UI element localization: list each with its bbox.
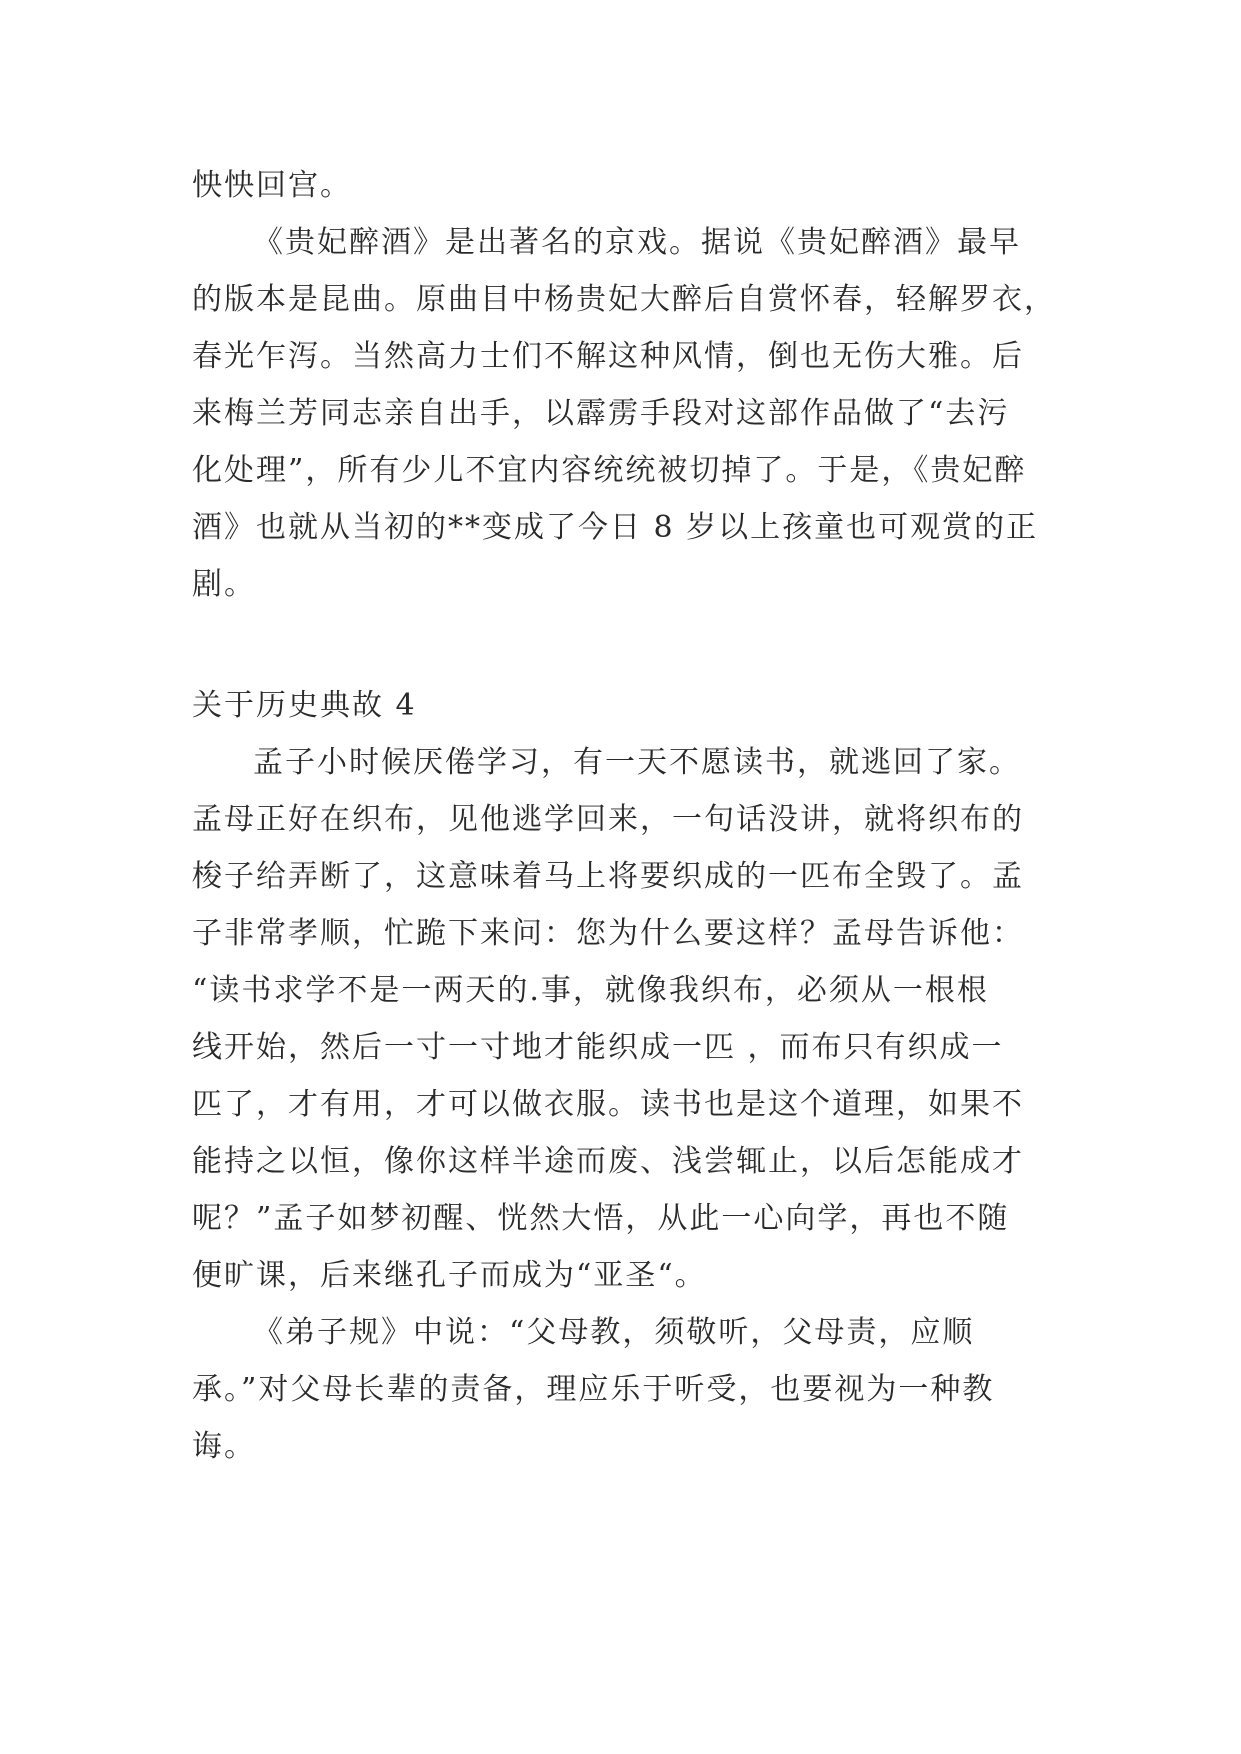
text-line: 化处理”，所有少儿不宜内容统统被切掉了。于是，《贵妃醉 <box>192 453 1027 488</box>
text-line: 诲。 <box>192 1429 256 1464</box>
text-line: 匹了，才有用，才可以做衣服。读书也是这个道理，如果不 <box>192 1087 1024 1122</box>
section-heading: 关于历史典故 4 <box>192 688 417 723</box>
text-line: 剧。 <box>192 567 256 602</box>
text-line: 承。”对父母长辈的责备，理应乐于听受，也要视为一种教 <box>192 1372 995 1407</box>
text-line: 线开始，然后一寸一寸地才能织成一匹 ，而布只有织成一 <box>192 1030 1004 1065</box>
text-line: 呢？”孟子如梦初醒、恍然大悟，从此一心向学，再也不随 <box>192 1201 1010 1236</box>
text-line: 酒》也就从当初的**变成了今日 8 岁以上孩童也可观赏的正 <box>192 510 1039 545</box>
text-line: 怏怏回宫。 <box>192 168 352 203</box>
text-line: 孟子小时候厌倦学习，有一天不愿读书，就逃回了家。 <box>253 745 1021 780</box>
text-line: 的版本是昆曲。原曲目中杨贵妃大醉后自赏怀春，轻解罗衣， <box>192 282 1056 317</box>
text-line: 子非常孝顺，忙跪下来问：您为什么要这样？孟母告诉他： <box>192 916 1024 951</box>
text-line: 《贵妃醉酒》是出著名的京戏。据说《贵妃醉酒》最早 <box>253 225 1021 260</box>
text-line: 便旷课，后来继孔子而成为“亚圣“。 <box>192 1258 707 1293</box>
text-line: 梭子给弄断了，这意味着马上将要织成的一匹布全毁了。孟 <box>192 859 1024 894</box>
text-line: 孟母正好在织布，见他逃学回来，一句话没讲，就将织布的 <box>192 802 1024 837</box>
text-line: 能持之以恒，像你这样半途而废、浅尝辄止，以后怎能成才 <box>192 1144 1024 1179</box>
text-line: “读书求学不是一两天的.事，就像我织布，必须从一根根 <box>192 973 989 1008</box>
text-line: 《弟子规》中说：“父母教，须敬听，父母责，应顺 <box>253 1315 975 1350</box>
text-line: 春光乍泻。当然高力士们不解这种风情，倒也无伤大雅。后 <box>192 339 1024 374</box>
text-line: 来梅兰芳同志亲自出手，以霹雳手段对这部作品做了“去污 <box>192 396 1010 431</box>
